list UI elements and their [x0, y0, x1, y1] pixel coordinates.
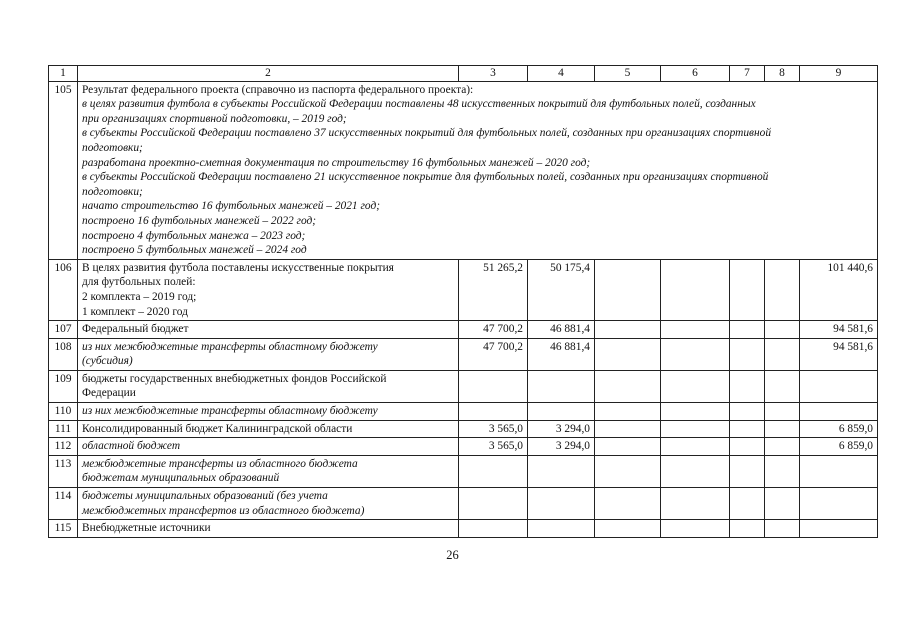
row-number: 114 [49, 488, 78, 520]
description-line: из них межбюджетные трансферты областному бюджету [82, 340, 378, 353]
description-line: из них межбюджетные трансферты областному бюджету [82, 405, 378, 418]
description-line: Консолидированный бюджет Калининградской области [82, 422, 353, 435]
row-number: 109 [49, 370, 78, 402]
row-description [78, 420, 459, 438]
value-cell-c8 [765, 488, 800, 520]
header-row [49, 66, 878, 82]
description-line: межбюджетных трансфертов из областного бюджета) [82, 504, 365, 517]
description-line: В целях развития футбола поставлены искусственные покрытия [82, 261, 394, 274]
value-cell-c5 [595, 370, 661, 402]
value-cell-c8 [765, 455, 800, 487]
row-description [78, 403, 459, 421]
value-cell-c6 [661, 338, 730, 370]
row-number: 108 [49, 338, 78, 370]
value-cell-c5 [595, 321, 661, 339]
value-cell-c4 [528, 370, 595, 402]
header-cell: 5 [595, 66, 661, 82]
value-cell-c9: 94 581,6 [800, 321, 878, 339]
row-description [78, 259, 459, 320]
header-cell: 7 [730, 66, 765, 82]
row-number: 115 [49, 520, 78, 538]
value-cell-c9: 94 581,6 [800, 338, 878, 370]
row-description [78, 520, 459, 538]
value-cell-c7 [730, 455, 765, 487]
value-cell-c9: 6 859,0 [800, 438, 878, 456]
result-line: подготовки; [82, 141, 143, 154]
header-cell: 2 [78, 66, 459, 82]
description-line: 1 комплект – 2020 год [82, 305, 188, 318]
result-line: разработана проектно-сметная документация по строительству 16 футбольных манежей – 2020 год; [82, 156, 591, 169]
result-row [49, 81, 878, 259]
result-line: в субъекты Российской Федерации поставлено 37 искусственных покрытий для футбольных полей, созданных при организациях спортивной [82, 127, 772, 140]
value-cell-c4: 3 294,0 [528, 420, 595, 438]
value-cell-c7 [730, 488, 765, 520]
value-cell-c6 [661, 420, 730, 438]
value-cell-c5 [595, 338, 661, 370]
table-row [49, 338, 878, 370]
value-cell-c7 [730, 520, 765, 538]
value-cell-c7 [730, 338, 765, 370]
table-row [49, 455, 878, 487]
value-cell-c9: 101 440,6 [800, 259, 878, 320]
result-text [78, 81, 878, 259]
value-cell-c4: 3 294,0 [528, 438, 595, 456]
value-cell-c6 [661, 370, 730, 402]
value-cell-c5 [595, 520, 661, 538]
result-line: подготовки; [82, 185, 143, 198]
value-cell-c7 [730, 438, 765, 456]
value-cell-c8 [765, 438, 800, 456]
value-cell-c9 [800, 403, 878, 421]
page-number: 26 [446, 548, 459, 562]
value-cell-c8 [765, 321, 800, 339]
value-cell-c9: 6 859,0 [800, 420, 878, 438]
result-line: в субъекты Российской Федерации поставлено 21 искусственное покрытие для футбольных полей, созданных при организациях спортивной [82, 171, 769, 184]
table-row [49, 420, 878, 438]
value-cell-c8 [765, 370, 800, 402]
result-line: при организациях спортивной подготовки, – 2019 год; [82, 112, 347, 125]
header-cell: 9 [800, 66, 878, 82]
value-cell-c9 [800, 455, 878, 487]
value-cell-c9 [800, 370, 878, 402]
description-line: (субсидия) [82, 355, 133, 368]
value-cell-c4 [528, 403, 595, 421]
value-cell-c8 [765, 420, 800, 438]
description-line: бюджеты государственных внебюджетных фондов Российской [82, 372, 387, 385]
value-cell-c3: 3 565,0 [459, 438, 528, 456]
table-row [49, 438, 878, 456]
value-cell-c5 [595, 488, 661, 520]
table-row [49, 520, 878, 538]
row-description [78, 488, 459, 520]
row-description [78, 338, 459, 370]
result-title: Результат федерального проекта (справочно из паспорта федерального проекта): [82, 83, 474, 96]
description-line: областной бюджет [82, 440, 181, 453]
description-line: для футбольных полей: [82, 276, 196, 289]
header-cell: 1 [49, 66, 78, 82]
result-line: в целях развития футбола в субъекты Российской Федерации поставлены 48 искусственных покрытий для футбольных полей, созданных [82, 98, 756, 111]
row-number: 105 [49, 81, 78, 259]
result-line: построено 16 футбольных манежей – 2022 год; [82, 214, 317, 227]
value-cell-c6 [661, 488, 730, 520]
description-line: Федеральный бюджет [82, 323, 189, 336]
header-cell: 3 [459, 66, 528, 82]
description-line: 2 комплекта – 2019 год; [82, 290, 197, 303]
result-line: начато строительство 16 футбольных манежей – 2021 год; [82, 200, 381, 213]
value-cell-c3 [459, 455, 528, 487]
value-cell-c3 [459, 488, 528, 520]
value-cell-c7 [730, 403, 765, 421]
header-cell: 8 [765, 66, 800, 82]
row-number: 113 [49, 455, 78, 487]
row-number: 110 [49, 403, 78, 421]
value-cell-c3 [459, 520, 528, 538]
row-number: 107 [49, 321, 78, 339]
value-cell-c7 [730, 370, 765, 402]
value-cell-c3 [459, 403, 528, 421]
value-cell-c8 [765, 259, 800, 320]
table-row [49, 370, 878, 402]
header-cell: 4 [528, 66, 595, 82]
description-line: Внебюджетные источники [82, 522, 211, 535]
value-cell-c9 [800, 520, 878, 538]
result-line: построено 5 футбольных манежей – 2024 год [82, 244, 307, 257]
value-cell-c8 [765, 338, 800, 370]
value-cell-c9 [800, 488, 878, 520]
value-cell-c8 [765, 403, 800, 421]
row-number: 106 [49, 259, 78, 320]
value-cell-c3: 51 265,2 [459, 259, 528, 320]
value-cell-c5 [595, 438, 661, 456]
value-cell-c5 [595, 403, 661, 421]
description-line: межбюджетные трансферты из областного бюджета [82, 457, 358, 470]
value-cell-c4: 46 881,4 [528, 321, 595, 339]
value-cell-c6 [661, 403, 730, 421]
value-cell-c3: 47 700,2 [459, 338, 528, 370]
table-row [49, 403, 878, 421]
budget-table [48, 65, 878, 538]
description-line: бюджеты муниципальных образований (без учета [82, 490, 328, 503]
row-description [78, 321, 459, 339]
value-cell-c3: 3 565,0 [459, 420, 528, 438]
value-cell-c8 [765, 520, 800, 538]
row-description [78, 438, 459, 456]
value-cell-c4: 46 881,4 [528, 338, 595, 370]
value-cell-c6 [661, 321, 730, 339]
row-description [78, 370, 459, 402]
row-description [78, 455, 459, 487]
table-row [49, 259, 878, 320]
value-cell-c6 [661, 259, 730, 320]
value-cell-c5 [595, 259, 661, 320]
value-cell-c5 [595, 420, 661, 438]
value-cell-c4 [528, 520, 595, 538]
value-cell-c6 [661, 520, 730, 538]
row-number: 112 [49, 438, 78, 456]
value-cell-c6 [661, 438, 730, 456]
value-cell-c7 [730, 259, 765, 320]
value-cell-c6 [661, 455, 730, 487]
value-cell-c4 [528, 455, 595, 487]
description-line: Федерации [82, 387, 136, 400]
value-cell-c3: 47 700,2 [459, 321, 528, 339]
row-number: 111 [49, 420, 78, 438]
value-cell-c3 [459, 370, 528, 402]
value-cell-c4: 50 175,4 [528, 259, 595, 320]
table-row [49, 488, 878, 520]
header-cell: 6 [661, 66, 730, 82]
value-cell-c7 [730, 321, 765, 339]
result-line: построено 4 футбольных манежа – 2023 год; [82, 229, 306, 242]
value-cell-c7 [730, 420, 765, 438]
description-line: бюджетам муниципальных образований [82, 472, 280, 485]
value-cell-c5 [595, 455, 661, 487]
value-cell-c4 [528, 488, 595, 520]
table-row [49, 321, 878, 339]
